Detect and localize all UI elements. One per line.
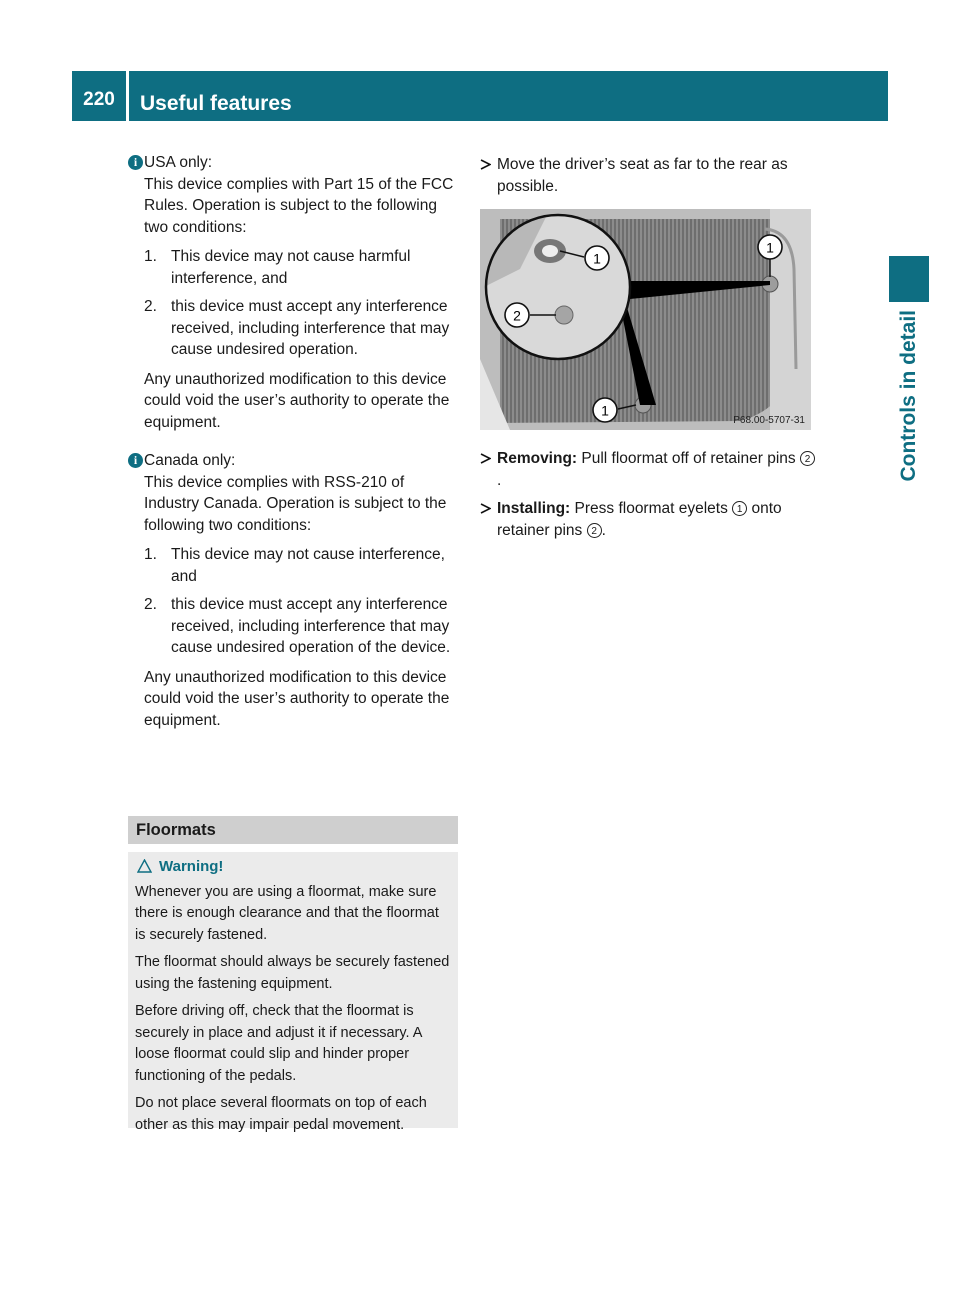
list-item: 2. this device must accept any interference received, including interference that may cause undesired operation of the device. <box>144 596 451 656</box>
callout-2-inline: 2 <box>587 523 602 538</box>
page-number: 220 <box>83 89 115 110</box>
list-item: 1. This device may not cause harmful interference, and <box>144 248 411 287</box>
canada-note-title: Canada only: <box>144 452 236 469</box>
usa-note-intro: This device complies with Part 15 of the FCC Rules. Operation is subject to the following two conditions: <box>144 175 454 236</box>
header-divider <box>126 71 129 121</box>
svg-text:2: 2 <box>513 307 521 324</box>
callout-1-inline: 1 <box>732 501 747 516</box>
side-tab <box>889 310 929 500</box>
section-heading-floormats: Floormats <box>128 816 458 844</box>
callout-marker-1 <box>593 398 617 422</box>
svg-text:1: 1 <box>766 239 774 256</box>
photo-code: P68.00-5707-31 <box>733 415 805 426</box>
page-title: Useful features <box>140 92 292 115</box>
warning-title: Warning! <box>135 856 452 878</box>
side-tab-label: Controls in detail <box>897 310 920 482</box>
step-removing: Removing: Pull floormat off of retainer pins 2. <box>480 448 816 491</box>
left-column <box>128 152 462 731</box>
callout-2-inline: 2 <box>800 451 815 466</box>
step-arrow-icon <box>480 453 491 464</box>
callout-marker-1 <box>585 246 609 270</box>
callout-marker-1 <box>758 235 782 259</box>
warning-text: Do not place several floormats on top of each other as this may impair pedal movement. <box>135 1095 427 1133</box>
list-item: 2. this device must accept any interference received, including interference that may cause undesired operation. <box>144 298 450 358</box>
right-column <box>480 154 816 548</box>
warning-triangle-icon <box>137 859 152 873</box>
list-item: 1. This device may not cause interference, and <box>144 546 445 585</box>
info-icon: i <box>128 155 143 170</box>
warning-text: The floormat should always be securely fastened using the fastening equipment. <box>135 954 450 992</box>
info-icon: i <box>128 453 143 468</box>
canada-note-closing: Any unauthorized modification to this device could void the user’s authority to operate the equipment. <box>144 668 450 729</box>
step-arrow-icon <box>480 503 491 514</box>
step-move-seat: Move the driver’s seat as far to the rear as possible. <box>480 154 816 197</box>
warning-text: Before driving off, check that the floormat is securely in place and adjust it if necessary. A loose floormat could slip and hinder proper functioning of the pedals. <box>135 1003 422 1084</box>
svg-text:1: 1 <box>601 402 609 419</box>
floormat-photo <box>480 209 811 430</box>
usa-note-closing: Any unauthorized modification to this device could void the user’s authority to operate the equipment. <box>144 370 450 431</box>
canada-conditions-list <box>144 544 462 659</box>
warning-box <box>128 852 458 1133</box>
callout-marker-2 <box>505 303 529 327</box>
usa-conditions-list <box>144 246 462 361</box>
usa-note <box>128 152 462 433</box>
canada-note <box>128 450 462 731</box>
step-installing: Installing: Press floormat eyelets 1 onto retainer pins 2 . <box>480 498 816 541</box>
warning-text: Whenever you are using a floormat, make sure there is enough clearance and that the floormat is securely fastened. <box>135 883 439 943</box>
svg-text:1: 1 <box>593 250 601 267</box>
step-arrow-icon <box>480 159 491 170</box>
side-tab-marker <box>889 256 929 302</box>
canada-note-intro: This device complies with RSS-210 of Industry Canada. Operation is subject to the following two conditions: <box>144 473 447 534</box>
usa-note-title: USA only: <box>144 154 213 171</box>
floormat-illustration <box>480 209 811 430</box>
